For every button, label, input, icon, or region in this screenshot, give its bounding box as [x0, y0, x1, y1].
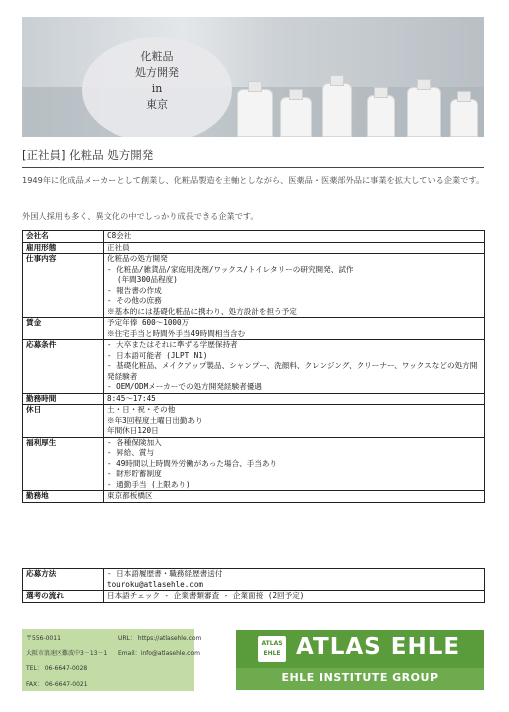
value-line: - OEM/ODMメーカーでの処方開発経験者優遇 [107, 382, 262, 391]
lab-bottle [237, 89, 273, 137]
row-value [104, 569, 485, 591]
hero-line: in [151, 82, 163, 95]
row-label: 勤務時間 [23, 393, 104, 405]
row-value [104, 254, 485, 318]
row-label: 賃金 [23, 318, 104, 340]
row-value [104, 591, 485, 603]
table-row [23, 231, 485, 243]
intro-paragraph: 1949年に化成品メーカーとして創業し、化粧品製造を主軸としながら、医薬品・医薬部外品に事業を拡大している企業です。 [22, 175, 485, 185]
row-label: 選考の流れ [23, 591, 104, 603]
value-line: - 各種保険加入 [107, 437, 162, 447]
row-value [104, 491, 485, 503]
badge-top-text: ATLAS [261, 640, 283, 647]
value-line: ※基本的には基礎化粧品に携わり、処方設計を担う予定 [107, 306, 297, 316]
value-line: 土・日・祝・その他 [107, 405, 176, 414]
hero-line: 処方開発 [135, 66, 179, 79]
value-line: - 日本語履歴書・職務経歴書送付 [107, 569, 223, 578]
value-line: ※年3回程度土曜日出勤あり [107, 415, 203, 425]
table-row [23, 242, 485, 254]
value-line: - 日本語可能者 (JLPT N1) [107, 350, 208, 360]
row-value [104, 393, 485, 405]
row-value [104, 231, 485, 243]
atlas-ehle-logo [236, 630, 484, 690]
value-line: C8会社 [107, 231, 132, 240]
value-line: (年間300品程度) [117, 275, 178, 284]
logo-group: EHLE INSTITUTE GROUP [281, 671, 439, 684]
address: 大阪市浪速区難波中3－13－1 [26, 650, 108, 657]
job-title: [正社員] 化粧品 処方開発 [22, 148, 154, 162]
row-label: 応募条件 [23, 340, 104, 394]
row-value [104, 318, 485, 340]
value-line: ※住宅手当と時間外手当49時間相当含む [107, 328, 246, 338]
hero-title [82, 49, 232, 113]
row-value [104, 340, 485, 394]
value-line: - 財形貯蓄制度 [107, 469, 162, 478]
row-label: 会社名 [23, 231, 104, 243]
value-line: 東京都板橋区 [107, 491, 153, 500]
hero-line: 化粧品 [140, 50, 174, 63]
row-label: 休日 [23, 405, 104, 438]
table-row [23, 393, 485, 405]
table-row [23, 491, 485, 503]
value-line: 年間休日120日 [107, 426, 159, 435]
tel: TEL： 06-6647-0028 [26, 665, 88, 672]
row-value [104, 437, 485, 491]
row-label: 応募方法 [23, 569, 104, 591]
table-row [23, 405, 485, 438]
table-row [23, 437, 485, 491]
title-divider [22, 167, 484, 168]
value-line: 8:45～17:45 [107, 393, 156, 403]
application-email-link[interactable]: touroku@atlasehle.com [107, 579, 204, 589]
badge-bottom-text: EHLE [263, 650, 281, 657]
table-row [23, 569, 485, 591]
table-row [23, 591, 485, 603]
lab-bottle [367, 95, 395, 137]
value-line: - 報告書の作成 [107, 285, 162, 295]
application-table [22, 568, 485, 603]
lab-bottle [450, 99, 478, 137]
zip-code: 〒556-0011 [26, 635, 61, 642]
value-line: - 化粧品/雑貨品/家庭用洗剤/ワックス/トイレタリーの研究開発、試作 [107, 264, 354, 274]
value-line: - 昇給、賞与 [107, 448, 155, 457]
row-value [104, 242, 485, 254]
job-details-table [22, 230, 485, 503]
row-label: 福利厚生 [23, 437, 104, 491]
lab-bottle [407, 87, 441, 137]
logo-brand: ATLAS EHLE [296, 634, 461, 660]
value-line: - 通勤手当 (上限あり) [107, 479, 191, 489]
table-row [23, 254, 485, 318]
hero-line: 東京 [146, 98, 168, 111]
row-value [104, 405, 485, 438]
value-line: - 49時間以上時間外労働があった場合、手当あり [107, 458, 278, 468]
fax: FAX： 06-6647-0021 [26, 681, 88, 688]
value-line: - 大卒またはそれに準ずる学歴保持者 [107, 340, 238, 349]
row-label: 雇用形態 [23, 242, 104, 254]
hero-banner [22, 17, 484, 137]
value-line: 化粧品の処方開発 [107, 254, 168, 263]
email-link[interactable]: Email：info@atlasehle.com [118, 650, 200, 657]
website-link[interactable]: URL： https://atlasehle.com [118, 635, 202, 642]
value-line: 日本語チェック - 企業書類審査 - 企業面接 (2回予定) [107, 591, 305, 600]
row-label: 勤務地 [23, 491, 104, 503]
value-line: 予定年俸 600～1000万 [107, 318, 190, 327]
table-row [23, 340, 485, 394]
value-line: - その他の庶務 [107, 296, 162, 305]
value-line: 正社員 [107, 242, 130, 252]
logo-badge [258, 636, 286, 662]
lab-bottle [322, 83, 352, 137]
value-line: - 基礎化粧品、メイクアップ製品、シャンプー、洗顔料、クレンジング、クリーナー、ワックスなどの処方開発経験者 [107, 361, 478, 381]
table-row [23, 318, 485, 340]
contact-box [22, 629, 202, 691]
row-label: 仕事内容 [23, 254, 104, 318]
intro-paragraph: 外国人採用も多く、異文化の中でしっかり成長できる企業です。 [22, 211, 259, 221]
lab-bottle [280, 97, 312, 137]
